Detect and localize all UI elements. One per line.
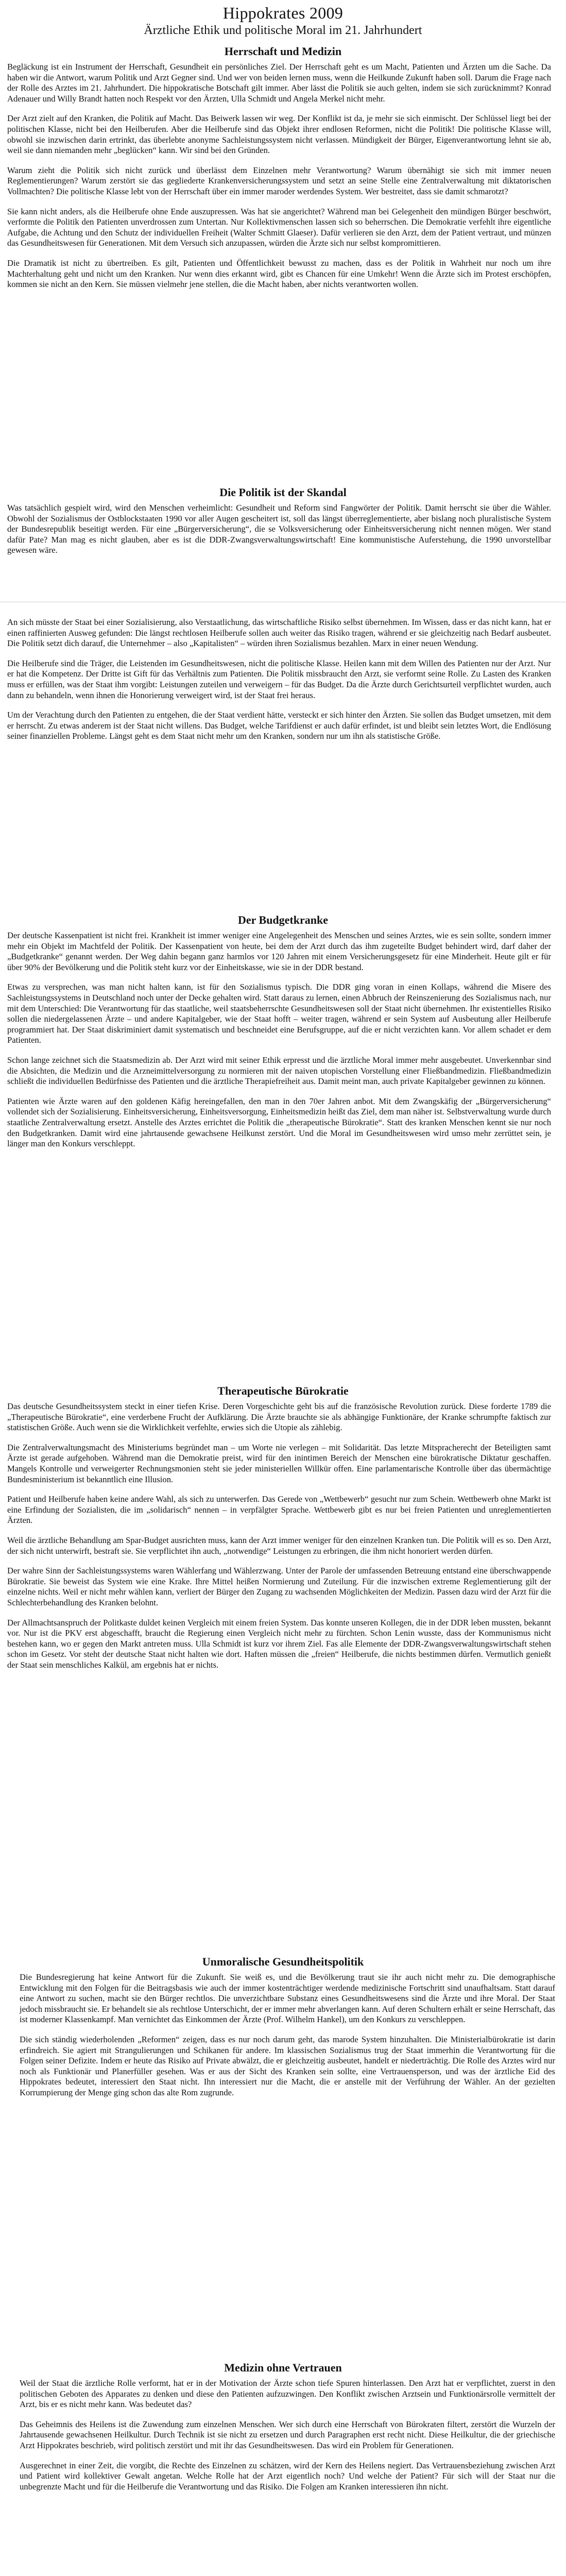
paragraph: Der Allmachtsanspruch der Politkaste duldet keinen Vergleich mit einem freien System. Das konnte unseren Kollegen, die in der DDR leben mussten, bekannt vor. Nur ist die PKV erst abgeschafft, braucht die Regierung einen Vergleich nicht mehr zu fürchten. Schon Lenin wusste, dass der Kommunismus nicht bestehen kann, wo er gegen den Markt antreten muss. Ulla Schmidt ist kurz vor ihrem Ziel. Fas alle Elemente der DDR-Zwangsverwaltungswirtschaft stehen schon im Gesetz. Vor steht der deutsche Staat nicht halten wie dort. Haften müssen die „freien“ Heilberufe, die nichts bestimmen dürfen. Vermutlich genießt der Staat sein menschliches Kalkül, am ergebnis hat er nichts. [7, 1617, 551, 1670]
section-body [7, 617, 551, 751]
paragraph: Weil die ärztliche Behandlung am Spar-Budget ausrichten muss, kann der Arzt immer weniger für den einzelnen Kranken tun. Die Politik will es so. Den Arzt, der sich nicht unterwirft, bestraft sie. Sie verpflichtet ihn auch, „notwendige“ Leistungen zu erbringen, die ihm nicht honoriert werden dürfen. [7, 1535, 551, 1556]
paragraph: Patient und Heilberufe haben keine andere Wahl, als sich zu unterwerfen. Das Gerede von „Wettbewerb“ gesucht nur zum Schein. Wettbewerb ohne Markt ist eine Erfindung der Sozialisten, die im „solidarisch“ nennen – in verpfälgter Sprache. Wettbewerb gibt es nur bei freien Patienten und unreglementierten Ärzten. [7, 1494, 551, 1526]
section-body [7, 62, 551, 299]
paragraph: Um der Verachtung durch den Patienten zu entgehen, die der Staat verdient hätte, versteckt er sich hinter den Ärzten. Sie sollen das Budget umsetzen, mit dem er herrscht. Zu etwas anderem ist der Staat nicht willens. Das Budget, welche Tarifdienst er auch dafür erfindet, ist und bleibt sein letztes Wort, die Endlösung seiner finanziellen Probleme. Längst geht es dem Staat nicht mehr um den Kranken, sondern nur um ihn als statistische Größe. [7, 710, 551, 741]
document-title: Hippokrates 2009 [222, 4, 344, 22]
section-body [20, 1972, 555, 2108]
section-heading: Therapeutische Bürokratie [217, 1384, 349, 1397]
section-medizin-ohne-vertrauen [0, 2361, 566, 2492]
paragraph: Begläckung ist ein Instrument der Herrschaft, Gesundheit ein persönliches Ziel. Der Herrschaft geht es um Macht, Patienten und Ärzten um die Sache. Da haben wir die Antwort, warum Politik und Arzt Gegner sind. Und wer von beiden lernen muss, wenn die Heilkunde Zukunft haben soll. Darum die Frage nach der Rolle des Arztes im 21. Jahrhundert. Die hippokratische Botschaft gilt immer. Aber lässt die Politik sie auch gelten, indem sie sich zurücknimmt? Konrad Adenauer und Willy Brandt hatten noch Respekt vor den Ärzten, Ulla Schmidt und Angela Merkel nicht mehr. [7, 62, 551, 104]
section-herrschaft-und-medizin [0, 44, 566, 290]
section-body [7, 930, 551, 1159]
paragraph: Die Dramatik ist nicht zu übertreiben. Es gilt, Patienten und Öffentlichkeit bewusst zu machen, dass es der Politik in Wahrheit nur noch um ihre Machterhaltung geht und nicht um den Kranken. Nur wenn dies erkannt wird, gibt es Chancen für eine Umkehr! Wenn die Ärzte sich im Protest erschöpfen, kommen sie nicht an den Kern. Sie müssen vielmehr jene stellen, die die Macht haben, aber nichts verantworten wollen. [7, 258, 551, 290]
section-heading: Die Politik ist der Skandal [219, 486, 347, 499]
section-budgetkranke [0, 913, 566, 1149]
paragraph: Die Zentralverwaltungsmacht des Ministeriums begründet man – um Worte nie verlegen – mit Solidarität. Das letzte Mitspracherecht der Beteiligten samt Ärzte ist gerade aufgehoben. Während man die Demokratie preist, wird für den inintimen Bereich der Menschen eine bürokratische Diktatur geschaffen. Mangels Kontrolle und verweigerter Rechnungsmonien steht sie jeder ministeriellen Willkür offen. Eine parlamentarische Kontrolle über das übermächtige Bundesministerium ist bekanntlich eine Illusion. [7, 1442, 551, 1484]
paragraph: Der deutsche Kassenpatient ist nicht frei. Krankheit ist immer weniger eine Angelegenheit des Menschen und seines Arztes, wie es sein sollte, sondern immer mehr ein Objekt im Machtfeld der Politik. Der Kassenpatient von heute, bei dem der Arzt durch das ihm zugeteilte Budget behindert wird, darf daher der „Budgetkranke“ genannt werden. Der Weg dahin begann ganz harmlos vor 120 Jahren mit einem Versicherungsgesetz für eine Minderheit. Heute gilt er für über 90% der Bevölkerung und die Politik steht kurz vor der Einheitskasse, wie sie in der DDR bestand. [7, 930, 551, 972]
section-therapeutische-buerokratie [0, 1384, 566, 1670]
section-heading: Der Budgetkranke [238, 913, 328, 926]
paragraph: Ausgerechnet in einer Zeit, die vorgibt, die Rechte des Einzelnen zu schätzen, wird der Kern des Heilens negiert. Das Vertrauensbeziehung zwischen Arzt und Patient wird kollektiver Gewalt angetan. Welche Rolle hat der Arzt eigentlich noch? Und welche der Patient? Für sich will der Staat nur die unbegrenzte Macht und für die Heilberufe die Verantwortung und das Risiko. Die Folgen am Kranken interessieren ihn nicht. [20, 2460, 555, 2492]
section-heading: Medizin ohne Vertrauen [224, 2361, 342, 2374]
paragraph: Etwas zu versprechen, was man nicht halten kann, ist für den Sozialismus typisch. Die DDR ging voran in einen Kollaps, während die Misere des Sachleistungssystems in Deutschland noch unter der Decke gehalten wird. Statt daraus zu lernen, einen Abbruch der Reinszenierung des Sozialismus nach, nur mit dem Unterschied: Die Verantwortung für das staatliche, weil staatsbeherrschte Gesundheitswesen soll der Staat nicht übernehmen. Ihr existentielles Risiko sollen die niedergelassenen Ärzte – und andere Kapitalgeber, wie der Staat hofft – weiter tragen, während er sein System auf Ausbeutung aller Heilberufe programmiert hat. Der Staat diskriminiert damit systematisch und beschneidet eine Berufsgruppe, auf die er nicht verzichten kann. Vor allem schadet er dem Patienten. [7, 982, 551, 1045]
section-heading: Unmoralische Gesundheitspolitik [202, 1955, 364, 1968]
section-unmoralische-gesundheitspolitik [0, 1955, 566, 2097]
section-politik-skandal [0, 485, 566, 555]
section-body [20, 2378, 555, 2501]
section-body [7, 1401, 551, 1680]
document-subtitle: Ärztliche Ethik und politische Moral im 21. Jahrhundert [144, 24, 422, 37]
paragraph: Patienten wie Ärzte waren auf den goldenen Käfig hereingefallen, den man in den 70er Jahren anbot. Mit dem Zwangskäfig der „Bürgerversicherung“ vollendet sich der Sozialisierung. Einheitsversicherung, Einheitsversorgung, Einheitsmedizin heißt das Ziel, dem man näher ist. Selbstverwaltung wurde durch staatliche Zentralverwaltung ersetzt. Anstelle des Arztes errichtet die Politik die „therapeutische Bürokratie“. Statt des kranken Menschen kennt sie nur noch den Budgetkranken. Damit wird eine jahrtausende gewachsene Heilkunst zerstört. Und die Moral im Gesundheitswesen wird umso mehr zerrüttet sein, je länger man den Konkurs verschleppt. [7, 1096, 551, 1149]
section-heading: Herrschaft und Medizin [224, 45, 342, 58]
paragraph: Die Heilberufe sind die Träger, die Leistenden im Gesundheitswesen, nicht die politische Klasse. Heilen kann mit dem Willen des Patienten nur der Arzt. Nur er hat die Kompetenz. Der Dritte ist Gift für das Verhältnis zum Patienten. Die Politik missbraucht den Arzt, sie verformt seine Rolle. Zu Lasten des Kranken muss er erfüllen, was der Staat ihm vorgibt: Leistungen zuteilen und verweigern – für das Budget. Da die Ärzte durch Gerichtsurteil verpflichtet wurden, auch dann zu behandeln, wenn ihnen die Honorierung verweigert wird, ist der Staat frei heraus. [7, 658, 551, 700]
paragraph: An sich müsste der Staat bei einer Sozialisierung, also Verstaatlichung, das wirtschaftliche Risiko selbst übernehmen. Im Wissen, dass er das nicht kann, hat er einen raffinierten Ausweg gefunden: Die längst rechtlosen Heilberufe sollen auch weiter das Risiko tragen, während er sie gleichzeitig nach Bedarf ausbeutet. Die Politik setzt dich darauf, die Unternehmer – also „Kapitalisten“ – würden ihren Sozialismus bezahlen. Marx in einer neuen Wendung. [7, 617, 551, 649]
paragraph: Das Geheimnis des Heilens ist die Zuwendung zum einzelnen Menschen. Wer sich durch eine Herrschaft von Bürokraten filtert, zerstört die Wurzeln der Jahrtausende gewachsenen Heilkultur. Durch Technik ist sie nicht zu ersetzen und durch Paragraphen erst recht nicht. Diese Heilkultur, die der griechische Arzt Hippokrates beschrieb, wird politisch zerstört und mit ihr das Gesundheitswesen. Das wird ein Problem für Generationen. [20, 2419, 555, 2450]
section-body [7, 503, 551, 565]
masthead [0, 0, 566, 38]
paragraph: Was tatsächlich gespielt wird, wird den Menschen verheimlicht: Gesundheit und Reform sind Fangwörter der Politik. Damit herrscht sie über die Wähler. Obwohl der Sozialismus der Ostblockstaaten 1990 vor aller Augen gescheitert ist, soll das längst überreglementierte, aber bislang noch pluralistische System der Bundesrepublik beseitigt werden. Für eine „Bürgerversicherung“, die se Volksversicherung oder Einheitsversicherung nicht nennen mögen. Wer stand dafür Pate? Man mag es nicht glauben, aber es ist die DDR-Zwangsverwaltungswirtschaft! Eine kommunistische Auferstehung, die 1990 unvorstellbar gewesen wäre. [7, 503, 551, 555]
paragraph: Die sich ständig wiederholenden „Reformen“ zeigen, dass es nur noch darum geht, das marode System hinzuhalten. Die Ministerialbürokratie ist darin erfindreich. Sie agiert mit Strangulierungen und Schikanen für andere. Im klassischen Sozialismus trug der Staat immerhin die Verantwortung für die Folgen seiner Defizite. Indem er heute das Risiko auf Private abwälzt, die er gleichzeitig ausbeutet, handelt er niederträchtig. Die Rolle des Arztes wird nur noch als Funktionär und Planerfüller gesehen. Was er aus der Sicht des Kranken sein sollte, eine Vertrauensperson, und was der ärztliche Eid des Hippokrates bedeutet, interessiert den Staat nicht. Ihn interessiert nur die Macht, die er anstelle mit der Verführung der Wähler. An der gezielten Korrumpierung der Menge ging schon das alte Rom zugrunde. [20, 2034, 555, 2097]
paragraph: Warum zieht die Politik sich nicht zurück und überlässt dem Einzelnen mehr Verantwortung? Warum übernähigt sie sich mit immer neuen Reglementierungen? Warum zerstört sie das gegliederte Krankenversicherungssystem und setzt an seine Stelle eine Zentralverwaltung mit diktatorischen Vollmachten? Die politische Klasse lebt von der Herrschaft über ein immer maroder werdendes System. Wer bestreitet, dass sie damit schmarotzt? [7, 165, 551, 196]
paragraph: Die Bundesregierung hat keine Antwort für die Zukunft. Sie weiß es, und die Bevölkerung traut sie ihr auch nicht mehr zu. Die demographische Entwicklung mit den Folgen für die Beitragsbasis wie auch der immer kostenträchtiger werdende medizinische Fortschritt sind unaufhaltsam. Statt darauf eine Antwort zu suchen, macht sie den Bürger rechtlos. Die unverzichtbare Substanz eines Gesundheitswesens sind die Ärzte und ihre Moral. Der Staat jedoch missbraucht sie. Er behandelt sie als rechtlose Unterschicht, der er immer mehr abverlangen kann. Auf deren Schultern erhält er seine Herrschaft, das ist moderner Klassenkampf. Man vernichtet das Einkommen der Ärzte (Prof. Wilhelm Hankel), um den Konkurs zu verschleppen. [20, 1972, 555, 2025]
paragraph: Schon lange zeichnet sich die Staatsmedizin ab. Der Arzt wird mit seiner Ethik erpresst und die ärztliche Moral immer mehr ausgebeutet. Unverkennbar sind die Absichten, die Medizin und die Arzneimittelversorgung zu normieren mit der naiven utopischen Vorstellung einer Fließbandmedizin. Fließbandmedizin schließt die individuellen Bedürfnisse des Patienten und die ärztliche Therapiefreiheit aus. Damit meint man, auch private Kapitalgeber gewinnen zu können. [7, 1055, 551, 1087]
paragraph: Sie kann nicht anders, als die Heilberufe ohne Ende auszupressen. Was hat sie angerichtet? Während man bei Gelegenheit den mündigen Bürger beschwört, verformte die Politik den Patienten unverdrossen zum Untertan. Nur Kollektivmenschen lassen sich so beherrschen. Die Demokratie verfehlt ihre eigentliche Aufgabe, die Achtung und den Schutz der individuellen Freiheit (Walter Schmitt Glaeser). Dafür verlieren sie den Arzt, dem der Patient vertraut, und münzen das Gesundheitswesen für Generationen. Mit dem Versuch sich anzupassen, würden die Ärzte sich nur selbst kompromittieren. [7, 206, 551, 248]
paragraph: Weil der Staat die ärztliche Rolle verformt, hat er in der Motivation der Ärzte schon tiefe Spuren hinterlassen. Den Arzt hat er verpflichtet, zuerst in den politischen Geboten des Apparates zu denken und diese den Patienten aufzuzwingen. Den Konflikt zwischen Arztsein und Funktionärsrolle vermittelt der Arzt, bis er es nicht mehr kann. Was bedeutet das? [20, 2378, 555, 2410]
paragraph: Der wahre Sinn der Sachleistungssystems waren Wählerfang und Wählerzwang. Unter der Parole der umfassenden Betreuung entstand eine überschwappende Bürokratie. Sie beweist das System wie eine Krake. Ihre Mittel heißen Normierung und Zuteilung. Für die inzwischen extreme Reglementierung gilt der einzelne nichts. Weil er nicht mehr wählen kann, verliert der Bürger den Zugang zu wachsenden Möglichkeiten der Medizin. Passen dazu wird der Arzt für die Schlechterbehandlung des Kranken belohnt. [7, 1566, 551, 1607]
paragraph: Das deutsche Gesundheitssystem steckt in einer tiefen Krise. Deren Vorgeschichte geht bis auf die französische Revolution zurück. Diese forderte 1789 die „Therapeutische Bürokratie“, eine verderbene Frucht der Aufklärung. Die Ärzte brauchte sie als abhängige Funktionäre, der Kranke schrumpfte faktisch zur statistischen Größe. Auch wenn sie die Wirklichkeit verfehlte, erwies sich die Utopie als zählebig. [7, 1401, 551, 1433]
paragraph: Der Arzt zielt auf den Kranken, die Politik auf Macht. Das Beiwerk lassen wir weg. Der Konflikt ist da, je mehr sie sich einmischt. Der Schlüssel liegt bei der politischen Klasse, nicht bei den Heilberufen. Aber die Heilberufe sind das Objekt ihrer endlosen Reformen, nicht die Politik! Die politische Klasse will, obwohl sie inzwischen darin ertrinkt, das überlebte anonyme Sachleistungssystem nicht verlassen. Mündigkeit der Bürger, Eigenverantwortung lehnt sie ab, weil sie dann niemanden mehr „beglücken“ kann. Wir sind bei den Gründen. [7, 113, 551, 156]
